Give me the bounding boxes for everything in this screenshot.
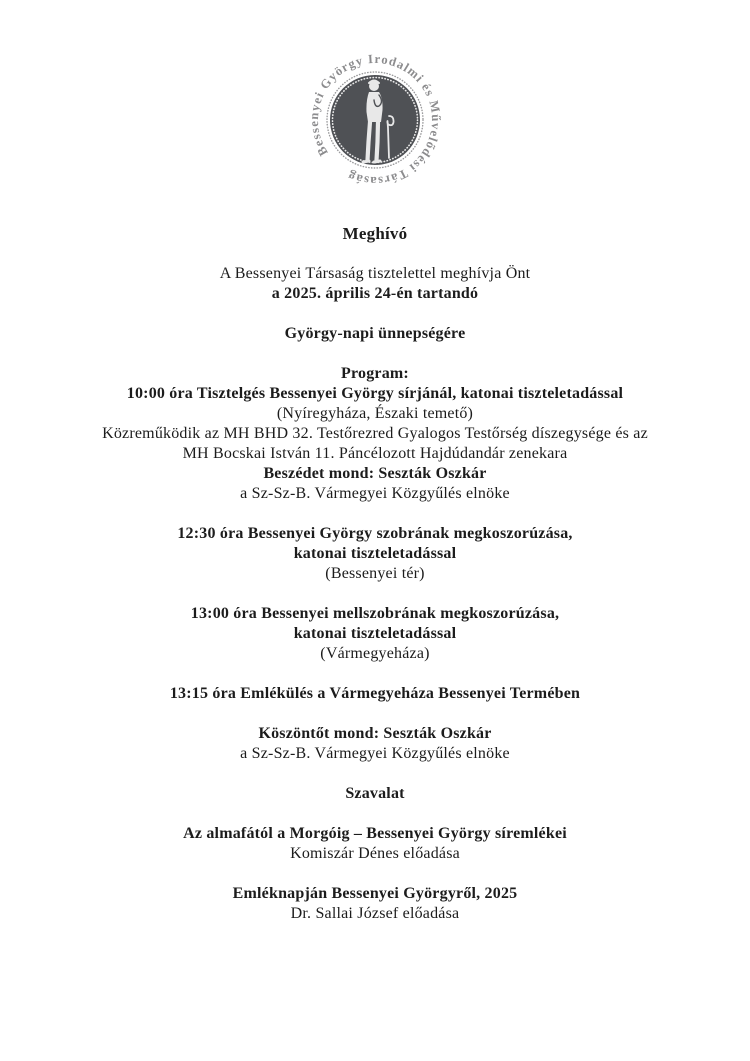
society-seal-icon xyxy=(305,50,445,190)
text-line: Beszédet mond: Seszták Oszkár xyxy=(263,465,487,482)
paragraph xyxy=(40,724,710,764)
text-line: (Nyíregyháza, Északi temető) xyxy=(276,405,474,422)
text-line: a Sz-Sz-B. Vármegyei Közgyűlés elnöke xyxy=(240,485,510,502)
text-line: Az almafától a Morgóig – Bessenyei György síremlékei xyxy=(183,825,567,842)
text-line: 10:00 óra Tisztelgés Bessenyei György sírjánál, katonai tiszteletadással xyxy=(126,385,624,402)
paragraph xyxy=(40,264,710,304)
text-line: Köszöntőt mond: Seszták Oszkár xyxy=(258,725,492,742)
paragraph xyxy=(40,524,710,584)
text-line: Meghívó xyxy=(342,224,408,243)
seal-curved-text: Bessenyei György Irodalmi és Művelődési Társaság xyxy=(306,51,444,189)
paragraph xyxy=(40,324,710,344)
paragraph xyxy=(40,684,710,704)
text-line: katonai tiszteletadással xyxy=(293,625,457,642)
text-line: Komiszár Dénes előadása xyxy=(290,845,460,862)
text-line: 13:00 óra Bessenyei mellszobrának megkoszorúzása, xyxy=(190,605,560,622)
text-line: MH Bocskai István 11. Páncélozott Hajdúdandár zenekara xyxy=(182,445,568,462)
text-line: 13:15 óra Emlékülés a Vármegyeháza Bessenyei Termében xyxy=(169,685,581,702)
paragraph xyxy=(40,784,710,804)
text-line: Szavalat xyxy=(345,785,405,802)
paragraph xyxy=(40,224,710,244)
text-line: a Sz-Sz-B. Vármegyei Közgyűlés elnöke xyxy=(240,745,510,762)
paragraph xyxy=(40,824,710,864)
text-line: (Bessenyei tér) xyxy=(325,565,425,582)
text-line: Emléknapján Bessenyei Györgyről, 2025 xyxy=(232,885,518,902)
text-line: György-napi ünnepségére xyxy=(284,325,466,342)
document-body xyxy=(0,224,750,924)
text-line: Dr. Sallai József előadása xyxy=(290,905,460,922)
society-seal-logo xyxy=(0,50,750,190)
text-line: (Vármegyeháza) xyxy=(320,645,430,662)
text-line: A Bessenyei Társaság tisztelettel meghívja Önt xyxy=(219,265,531,282)
paragraph xyxy=(40,604,710,664)
text-line: 12:30 óra Bessenyei György szobrának megkoszorúzása, xyxy=(177,525,573,542)
paragraph xyxy=(40,364,710,504)
text-line: Program: xyxy=(341,365,409,382)
text-line: a 2025. április 24-én tartandó xyxy=(271,285,479,302)
text-line: Közreműködik az MH BHD 32. Testőrezred Gyalogos Testőrség díszegysége és az xyxy=(102,425,648,442)
text-line: katonai tiszteletadással xyxy=(293,545,457,562)
paragraph xyxy=(40,884,710,924)
